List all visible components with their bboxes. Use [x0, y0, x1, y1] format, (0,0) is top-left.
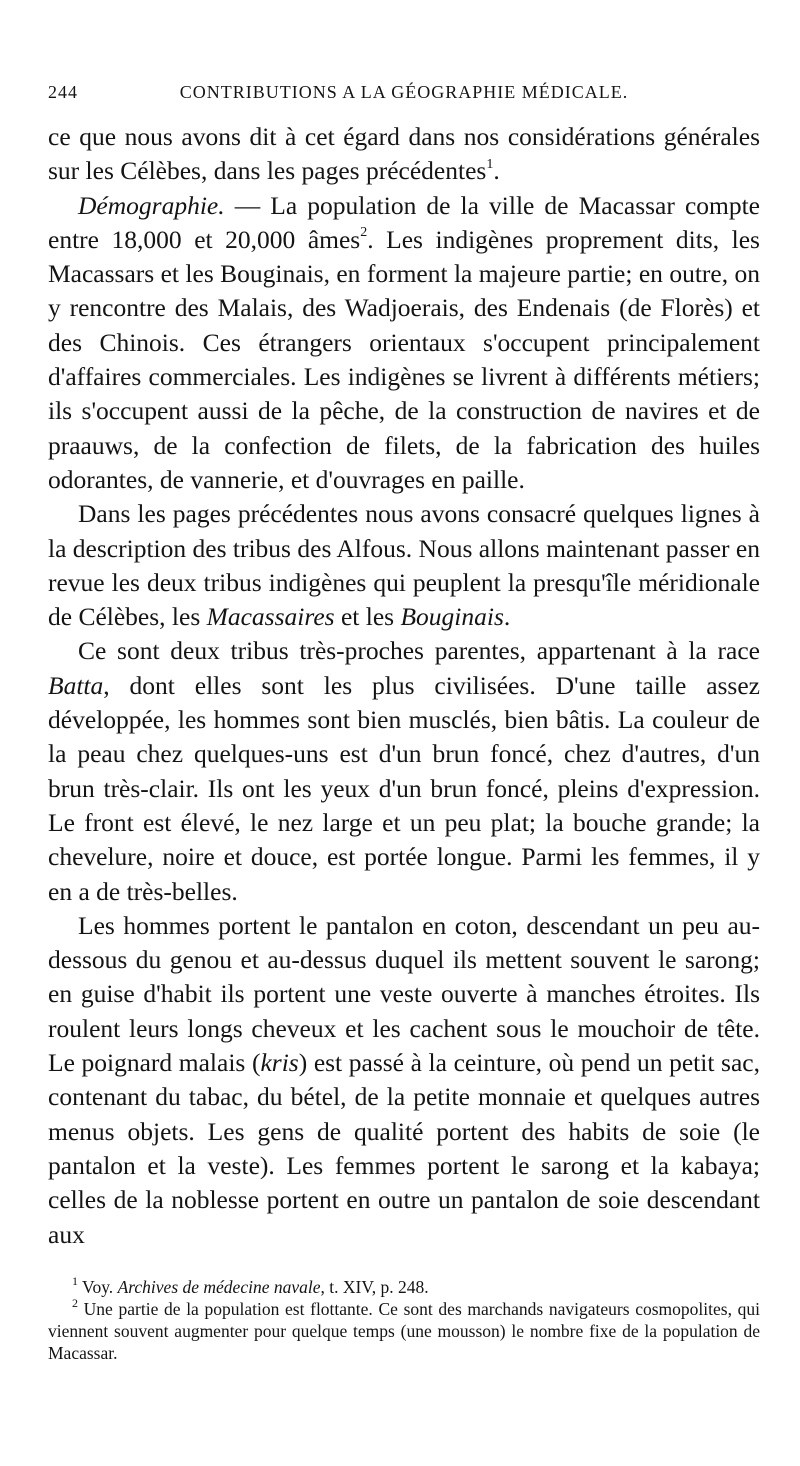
term-macassaires: Macassaires: [206, 602, 335, 632]
footnote-1: $^1$ Voy. Archives de médecine navale, t. XIV, p. 248.: [72, 1274, 429, 1297]
main-text: [48, 120, 760, 1252]
paragraph-continuation: ce que nous avons dit à cet égard dans nos considérations générales sur les Célèbes, dans les pages précédentes$^1$.: [48, 122, 760, 186]
footnote-2: $^2$ Une partie de la population est flottante. Ce sont des marchands navigateurs cosmopolites, qui viennent souvent augmenter pour quelque temps (une mousson) le nombre fixe de la population de Macassar.: [48, 1296, 760, 1363]
paragraph-clothing: Les hommes portent le pantalon en coton, descendant un peu au-dessous du genou et au-dessus duquel ils mettent souvent le sarong; en guise d'habit ils portent une veste ouverte à manches étroites. Ils roulent leurs longs cheveux et les cachent sous le mouchoir de tête. Le poignard malais (kris) est passé à la ceinture, où pend un petit sac, contenant du tabac, du bétel, de la petite monnaie et quelques autres menus objets. Les gens de qualité portent des habits de soie (le pantalon et la veste). Les femmes portent le sarong et la kabaya; celles de la noblesse portent en outre un pantalon de soie descendant aux: [48, 910, 760, 1249]
paragraph-demographie: Démographie. — La population de la ville de Macassar compte entre 18,000 et 20,000 âmes$^2$. Les indigènes proprement dits, les Macassars et les Bouginais, en forment la majeure partie; en outre, on y rencontre des Malais, des Wadjoerais, des Endenais (de Florès) et des Chinois. Ces étrangers orientaux s'occupent principalement d'affaires commerciales. Les indigènes se livrent à différents métiers; ils s'occupent aussi de la pêche, de la construction de navires et de praauws, de la confection de filets, de la fabrication des huiles odorantes, de vannerie, et d'ouvrages en paille.: [48, 190, 760, 494]
page-number: 244: [48, 82, 78, 102]
book-page: [48, 0, 760, 1466]
page-header: [48, 82, 760, 112]
term-kris: kris: [260, 1048, 299, 1078]
cited-journal: Archives de médecine navale: [117, 1277, 321, 1297]
footnote-mark-2: 2: [72, 1296, 78, 1311]
running-title: CONTRIBUTIONS A LA GÉOGRAPHIE MÉDICALE.: [179, 82, 629, 102]
section-heading-demographie: Démographie.: [78, 190, 225, 220]
term-batta: Batta: [48, 670, 104, 700]
footnotes: [48, 1276, 760, 1364]
paragraph-physical-description: Ce sont deux tribus très-proches parentes, appartenant à la race Batta, dont elles sont les plus civilisées. D'une taille assez développée, les hommes sont bien musclés, bien bâtis. La couleur de la peau chez quelques-uns est d'un brun foncé, chez d'autres, d'un brun très-clair. Ils ont les yeux d'un brun foncé, pleins d'expression. Le front est élevé, le nez large et un peu plat; la bouche grande; la chevelure, noire et douce, est portée longue. Parmi les femmes, il y en a de très-belles.: [48, 636, 760, 906]
paragraph-tribes: Dans les pages précédentes nous avons consacré quelques lignes à la description des tribus des Alfous. Nous allons maintenant passer en revue les deux tribus indigènes qui peuplent la presqu'île méridionale de Célèbes, les Macassaires et les Bouginais.: [48, 499, 760, 632]
footnote-mark-1: 1: [72, 1274, 78, 1289]
footnote-ref-1[interactable]: 1: [486, 156, 494, 172]
term-bouginais: Bouginais: [400, 602, 504, 632]
footnote-ref-2[interactable]: 2: [360, 225, 368, 241]
